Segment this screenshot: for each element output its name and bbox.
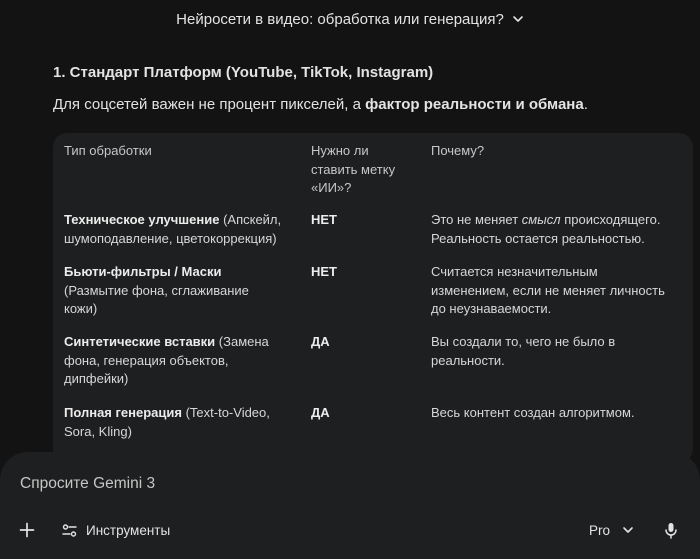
- intro-text-end: .: [583, 96, 588, 113]
- row-why: [431, 404, 693, 423]
- tools-button[interactable]: [62, 520, 170, 540]
- section-heading: 1. Стандарт Платформ (YouTube, TikTok, Instagram): [53, 64, 434, 81]
- header-label: [311, 142, 416, 198]
- model-label: Pro: [589, 522, 611, 538]
- row-why-text: происходящего.: [560, 212, 661, 227]
- row-type-text: (Text-to-Video,: [181, 405, 270, 420]
- intro-paragraph: [53, 94, 693, 116]
- row-type-text: (Замена: [215, 334, 269, 349]
- row-type-text: кожи): [64, 301, 98, 316]
- conversation-title-bar[interactable]: [0, 0, 700, 38]
- prompt-composer: [0, 452, 700, 559]
- table-row-type: [64, 263, 294, 319]
- prompt-input[interactable]: Спросите Gemini 3: [20, 475, 156, 492]
- row-type-text: дипфейки): [64, 371, 129, 386]
- row-why-text: Это не меняет: [431, 212, 522, 227]
- header-why: Почему?: [431, 143, 485, 158]
- row-label-value: ДА: [311, 405, 330, 420]
- row-why-text: до неузнаваемости.: [431, 301, 552, 316]
- row-type-text: шумоподавление, цветокоррекция): [64, 230, 277, 246]
- row-why-text: Весь контент создан алгоритмом.: [431, 405, 635, 420]
- header-label-line: Нужно ли: [311, 143, 369, 158]
- row-type-bold: Техническое улучшение: [64, 212, 220, 227]
- row-type-text: Sora, Kling): [64, 423, 132, 439]
- table-row-type: [64, 404, 294, 441]
- plus-icon[interactable]: [17, 520, 37, 540]
- row-why: [431, 211, 693, 248]
- row-type-text: фона, генерация объектов,: [64, 352, 229, 368]
- comparison-table: [53, 133, 693, 463]
- chevron-down-icon: [622, 524, 634, 536]
- row-why-text: Считается незначительным: [431, 264, 598, 279]
- intro-text-start: Для соцсетей важен не процент пикселей, а: [53, 96, 366, 113]
- row-why-text: Реальность остается реальностью.: [431, 230, 645, 246]
- row-type-text: (Апскейл,: [219, 212, 282, 227]
- intro-text-bold: фактор реальности и обмана: [365, 96, 584, 113]
- conversation-title[interactable]: Нейросети в видео: обработка или генерация?: [176, 10, 504, 28]
- row-why-text: реальности.: [431, 352, 505, 368]
- row-type-text: (Размытие фона, сглаживание: [64, 282, 249, 298]
- chevron-down-icon[interactable]: [512, 13, 524, 25]
- row-label-value: НЕТ: [311, 212, 337, 227]
- row-type-bold: Бьюти-фильтры / Маски: [64, 264, 222, 279]
- row-why-text: Вы создали то, чего не было в: [431, 334, 616, 349]
- tools-label: Инструменты: [86, 522, 171, 538]
- mic-icon[interactable]: [663, 520, 679, 540]
- row-type-bold: Синтетические вставки: [64, 334, 216, 349]
- row-type-bold: Полная генерация: [64, 405, 182, 420]
- tools-icon: [62, 523, 77, 538]
- header-label-line: ставить метку: [311, 161, 396, 177]
- response-content: [53, 62, 693, 116]
- table-row-type: [64, 333, 294, 389]
- row-why-italic: смысл: [521, 212, 561, 227]
- row-why: [431, 333, 693, 370]
- row-label-value: НЕТ: [311, 264, 337, 279]
- row-label-value: ДА: [311, 334, 330, 349]
- header-label-line: «ИИ»?: [311, 180, 352, 195]
- row-why: [431, 263, 693, 319]
- model-selector[interactable]: [589, 520, 634, 540]
- header-type: Тип обработки: [64, 143, 152, 158]
- row-why-text: изменением, если не меняет личность: [431, 282, 665, 298]
- table-row-type: [64, 211, 294, 248]
